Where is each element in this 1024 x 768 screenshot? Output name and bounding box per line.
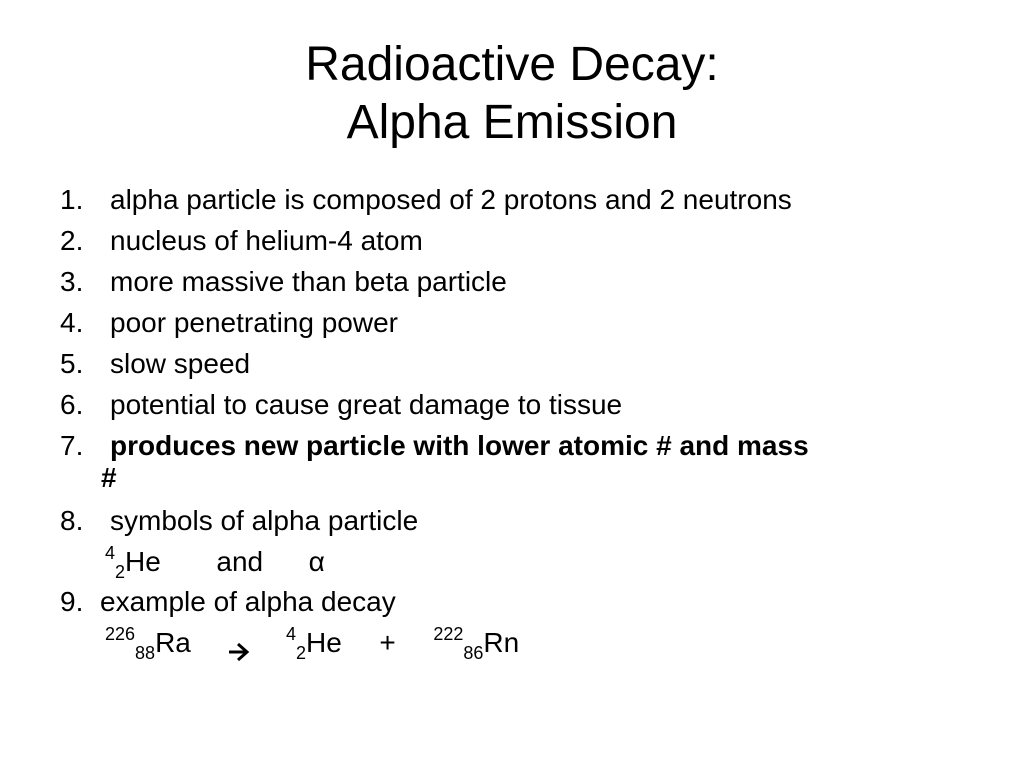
- item-text: more massive than beta particle: [110, 266, 507, 297]
- he-mass-number: 4: [105, 543, 116, 563]
- list-item-4: [60, 303, 980, 344]
- rn-atomic-number: 86: [463, 643, 484, 663]
- item-number: 9.: [60, 586, 84, 617]
- item-text: nucleus of helium-4 atom: [110, 225, 423, 256]
- list-item-7: [60, 426, 980, 501]
- item-number: 4.: [60, 307, 84, 338]
- list-item-1: [60, 180, 980, 221]
- list-item-9: [60, 582, 980, 623]
- title-line-2: Alpha Emission: [346, 96, 678, 149]
- item-text-bold: [101, 430, 965, 494]
- list-item-8: [60, 501, 980, 542]
- item-text-line-2: #: [101, 462, 117, 493]
- he-symbol: He: [306, 627, 342, 658]
- item-text: example of alpha decay: [100, 586, 396, 617]
- slide-title: [0, 36, 1024, 152]
- item-text: poor penetrating power: [110, 307, 398, 338]
- title-line-1: Radioactive Decay:: [305, 38, 719, 91]
- rn-symbol: Rn: [483, 627, 520, 658]
- bullet-list: [60, 180, 980, 663]
- ra-mass-number: 226: [105, 624, 136, 644]
- list-item-6: [60, 385, 980, 426]
- item-number: 6.: [60, 389, 84, 420]
- plus-sign: +: [379, 627, 396, 658]
- ra-symbol: Ra: [155, 627, 191, 658]
- item-text: slow speed: [110, 348, 251, 379]
- he-mass-number: 4: [286, 624, 297, 644]
- item-number: 3.: [60, 266, 84, 297]
- rn-mass-number: 222: [433, 624, 464, 644]
- item-text: alpha particle is composed of 2 protons and 2 neutrons: [110, 184, 792, 215]
- item-text-line-1: produces new particle with lower atomic # and mass: [110, 430, 809, 461]
- he-atomic-number: 2: [115, 562, 126, 582]
- item-text: symbols of alpha particle: [110, 505, 419, 536]
- item-number: 8.: [60, 505, 84, 536]
- alpha-symbols-line: [60, 542, 980, 582]
- ra-atomic-number: 88: [135, 643, 156, 663]
- item-number: 5.: [60, 348, 84, 379]
- and-word: and: [216, 546, 264, 577]
- alpha-decay-equation: [60, 623, 980, 663]
- list-item-3: [60, 262, 980, 303]
- item-number: 7.: [60, 430, 84, 461]
- list-item-5: [60, 344, 980, 385]
- alpha-symbol: α: [308, 546, 325, 577]
- he-symbol: He: [125, 546, 161, 577]
- item-number: 1.: [60, 184, 84, 215]
- item-text: potential to cause great damage to tissue: [110, 389, 623, 420]
- list-item-2: [60, 221, 980, 262]
- arrow-right-icon: [228, 633, 250, 653]
- he-atomic-number: 2: [296, 643, 307, 663]
- item-number: 2.: [60, 225, 84, 256]
